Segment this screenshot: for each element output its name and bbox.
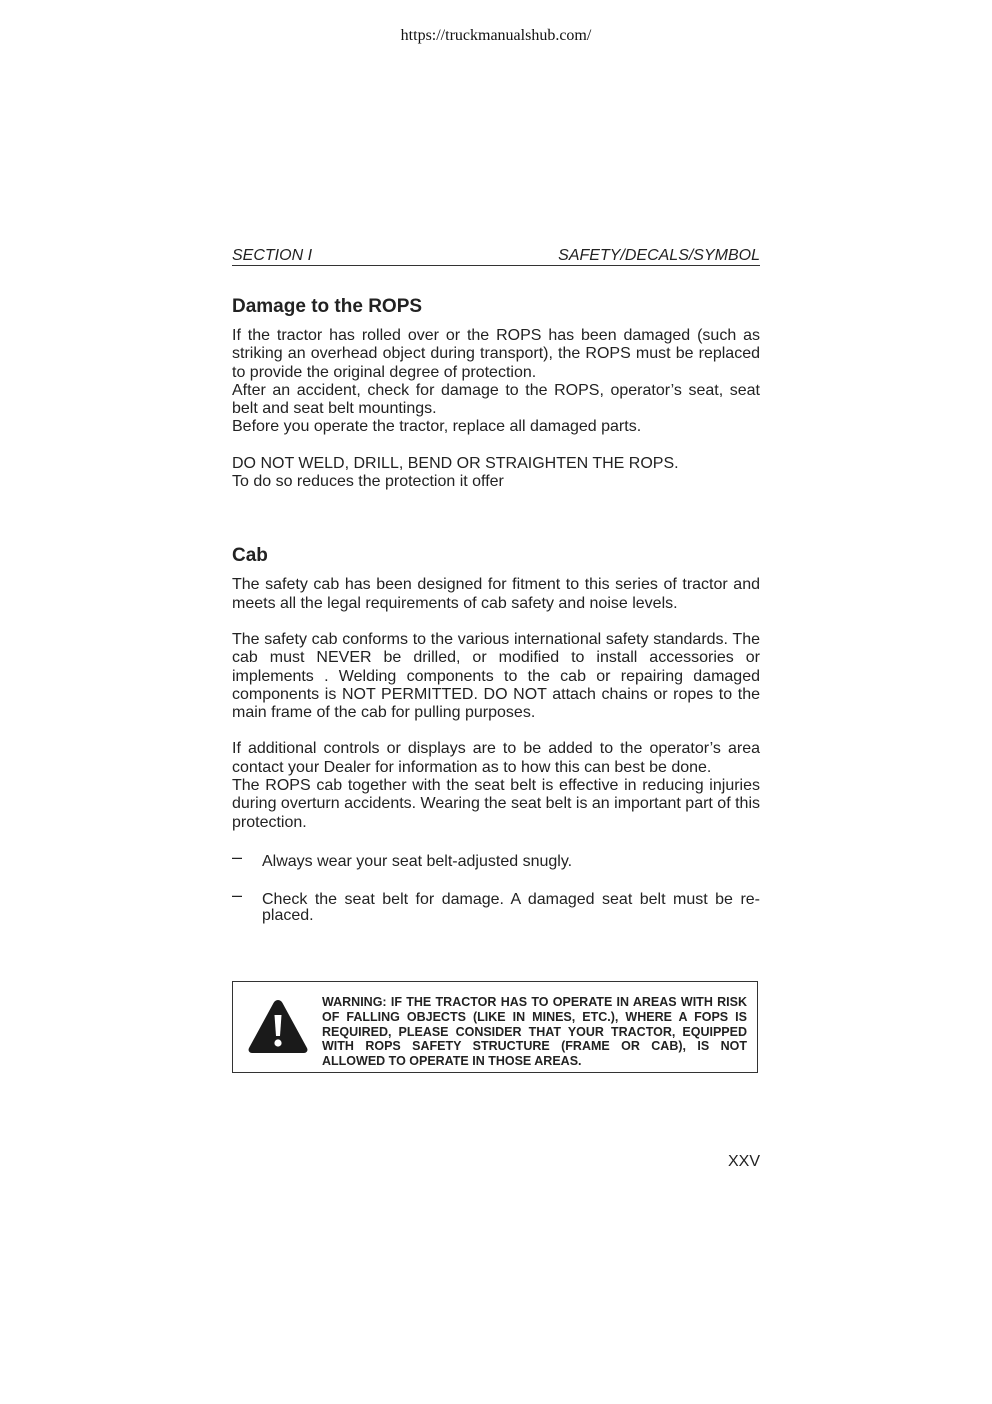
list-item — [232, 885, 760, 924]
warning-triangle-icon — [247, 998, 309, 1054]
rops-para-1: If the tractor has rolled over or the ROPS has been damaged (such as striking an overhead object during transport), the ROPS must be replaced to provide the original degree of protection. — [232, 327, 760, 381]
header-section: SECTION I — [232, 247, 313, 264]
header-topic: SAFETY/DECALS/SYMBOL — [558, 247, 760, 264]
page-body — [232, 246, 760, 923]
cab-para-3: If additional controls or displays are to be added to the operator’s area contact your Dealer for information as to how this can best be done. — [232, 740, 760, 776]
warning-text: WARNING: IF THE TRACTOR HAS TO OPERATE IN AREAS WITH RISK OF FALLING OBJECTS (LIKE IN MINES, ETC.), WHERE A FOPS IS REQUIRED, PLEASE CONSIDER THAT YOUR TRACTOR, EQUIPPED WITH ROPS SAFETY STRUCTURE (FRAME OR CAB), IS NOT ALLOWED TO OPERATE IN THOSE AREAS. — [322, 995, 747, 1069]
list-item — [232, 846, 760, 870]
warning-box — [232, 981, 758, 1073]
dash-marker: – — [232, 846, 243, 867]
cab-para-2: The safety cab conforms to the various international safety standards. The cab must NEVER be drilled, or modified to install accessories or implements . Welding components to the cab or repairing damaged components is NOT PERMITTED. DO NOT attach chains or ropes to the main frame of the cab for pulling purposes. — [232, 630, 760, 722]
page-number: XXV — [727, 1153, 760, 1170]
list-item-text: Check the seat belt for damage. A damaged seat belt must be re-placed. — [262, 891, 760, 924]
cab-para-1: The safety cab has been designed for fitment to this series of tractor and meets all the legal requirements of cab safety and noise levels. — [232, 576, 760, 612]
source-url: https://truckmanualshub.com/ — [400, 27, 592, 44]
list-item-text: Always wear your seat belt-adjusted snugly. — [262, 852, 573, 870]
running-header — [232, 246, 760, 266]
rops-caution-1: DO NOT WELD, DRILL, BEND OR STRAIGHTEN THE ROPS. — [232, 454, 679, 472]
rops-heading: Damage to the ROPS — [232, 296, 423, 317]
rops-caution-2: To do so reduces the protection it offer — [232, 473, 504, 491]
rops-para-3: Before you operate the tractor, replace all damaged parts. — [232, 418, 642, 436]
rops-para-2: After an accident, check for damage to the ROPS, operator’s seat, seat belt and seat belt mountings. — [232, 381, 760, 418]
dash-marker: – — [232, 885, 243, 906]
seat-belt-list — [232, 846, 760, 924]
cab-para-4: The ROPS cab together with the seat belt is effective in reducing injuries during overturn accidents. Wearing the seat belt is an important part of this protection. — [232, 777, 760, 831]
cab-heading: Cab — [232, 545, 268, 567]
